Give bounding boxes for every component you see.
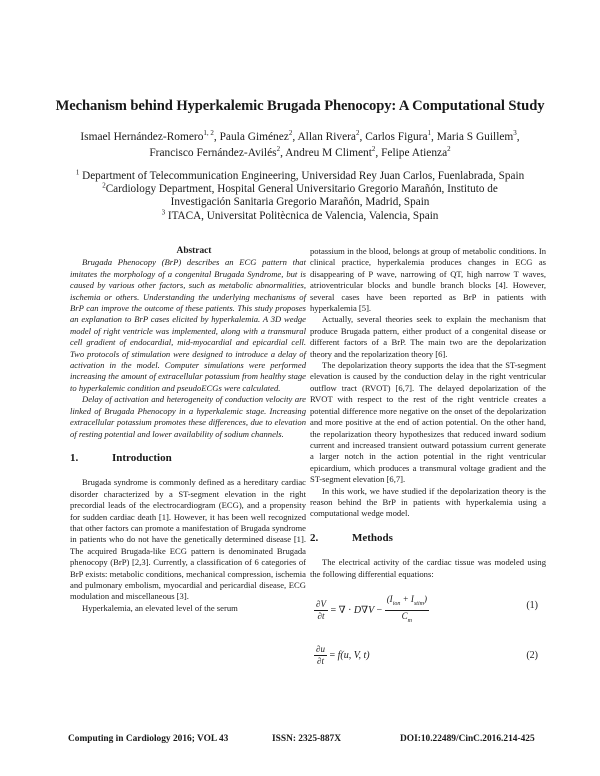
affiliation-3-text: ITACA, Universitat Politècnica de Valencia, Valencia, Spain bbox=[167, 209, 439, 222]
equation-1-number: (1) bbox=[526, 599, 538, 611]
author-affiliation-marker: 1, 2 bbox=[203, 129, 214, 138]
abstract-paragraph-1: Brugada Phenocopy (BrP) describes an ECG pattern that imitates the morphology of a congenital Brugada Syndrome, but is caused by various other factors, such as metabolic abnormalities, ischemia or others. Understanding the underlying mechanisms of BrP can improve the outcome of these patients. This study proposes an explanation to BrP cases elicited by hyperkalemia. A 3D wedge model of right ventricle was implemented, along with a transmural cell gradient of endocardial, mid-myocardial and epicardial cell. Two protocols of stimulation were designed to introduce a delay of activation in the model. Computer simulations were performed increasing the amount of extracellular potassium from healthy stage to hyperkalemic condition and pseudoECGs were calculated. bbox=[70, 257, 306, 393]
affiliation-2-cont bbox=[40, 196, 560, 209]
author-affiliation-marker: 2 bbox=[371, 145, 376, 154]
author-name: Andreu M Climent bbox=[285, 147, 372, 159]
methods-heading bbox=[310, 533, 546, 544]
affiliation-1-text: Department of Telecommunication Engineering, Universidad Rey Juan Carlos, Fuenlabrada, Spain bbox=[82, 170, 525, 182]
affiliations bbox=[40, 170, 560, 223]
abstract-heading: Abstract bbox=[176, 246, 212, 256]
intro-number: 1. bbox=[70, 451, 79, 464]
author-name: Francisco Fernández-Avilés bbox=[149, 147, 277, 159]
affiliation-3 bbox=[40, 207, 560, 223]
footer-issn: ISSN: 2325-887X bbox=[272, 734, 342, 744]
eq1-rhs-fraction: $\frac{(I_{ion} + I_{stim})}{C_m}$ bbox=[386, 593, 427, 624]
abstract-paragraph-2: Delay of activation and heterogeneity of conduction velocity are linked of Brugada Phenocopy in a hyperkalemic stage. Increasing extracellular potassium promotes these differences, due to elevation of resting potential and lower availability of sodium channels. bbox=[70, 394, 306, 439]
author-affiliation-marker: 2 bbox=[355, 129, 360, 138]
equation-1-body: $\frac{\partial V}{\partial t}$ = ∇ · D∇V − $\frac{(I_{ion} + I_{stim})}{C_m}$ bbox=[314, 594, 429, 627]
affiliation-2 bbox=[40, 183, 560, 196]
eq2-lhs-fraction: $\frac{\partial u}{\partial t}$ bbox=[316, 643, 325, 667]
author-name: Carlos Figura bbox=[365, 131, 428, 143]
methods-title: Methods bbox=[352, 531, 393, 544]
equation-2-body: $\frac{\partial u}{\partial t}$ = f(u, V, t) bbox=[316, 643, 370, 667]
methods-paragraph-1: The electrical activity of the cardiac tissue was modeled using the following differential equations: bbox=[310, 557, 546, 579]
footer-doi: DOI:10.22489/CinC.2016.214-425 bbox=[400, 734, 535, 744]
author-affiliation-marker: 2 bbox=[288, 129, 293, 138]
affiliation-2-text-line1: Cardiology Department, Hospital General Universitario Gregorio Marañón, Instituto de bbox=[105, 183, 498, 196]
right-column bbox=[310, 246, 546, 676]
intro-paragraph-1: Brugada syndrome is commonly defined as a hereditary cardiac disorder characterized by a ST-segment elevation in the right precordial leads of the electrocardiogram (ECG), and a propensity for sudden cardiac death [1]. However, it has been well recognized that other factors can promote a manifestation of Brugada syndrome in patients who do not have the genetically determined disease [1]. The acquired Brugada-like ECG pattern is denominated Brugada phenocopy (BrP) [2,3]. Currently, a classification of 6 categories of BrP exists: metabolic conditions, mechanical compression, ischemia and pulmonary embolism, myocardial and pericardial disease, ECG modulation and miscellaneous [3]. bbox=[70, 477, 306, 602]
author-affiliation-marker: 1 bbox=[427, 129, 432, 138]
right-paragraph-2: The depolarization theory supports the idea that the ST-segment elevation is caused by the conduction delay in the right ventricular outflow tract (RVOT) [6,7]. The delayed depolarization of the RVOT with respect to the rest of the right ventricle creates a potential difference more negative on the onset of the depolarization and more positive at the end of action potential. On the other hand, the repolarization theory hypothesizes that reduced inward sodium current and increased transient outward potassium current generate a larger notch in the action potential in the right ventricular epicardium, which produces a transmural voltage gradient and the ST-segment elevation [6,7]. bbox=[310, 360, 546, 485]
footer-journal: Computing in Cardiology 2016; VOL 43 bbox=[68, 734, 229, 744]
author-list bbox=[40, 129, 560, 161]
intro-heading bbox=[70, 453, 306, 464]
equation-2-number: (2) bbox=[526, 649, 538, 661]
affiliation-2-text-line2: Investigación Sanitaria Gregorio Marañón, Madrid, Spain bbox=[170, 196, 430, 209]
intro-title: Introduction bbox=[112, 451, 172, 464]
author-affiliation-marker: 2 bbox=[447, 145, 451, 154]
author-name: Allan Rivera bbox=[297, 131, 356, 143]
author-name: Felipe Atienza bbox=[381, 147, 448, 159]
author-name: Maria S Guillem bbox=[436, 131, 514, 143]
abstract-section bbox=[70, 246, 306, 440]
right-paragraph-1: Actually, several theories seek to explain the mechanism that produce Brugada pattern, either product of a congenital disease or different factors of a BrP. The main two are the depolarization theory and the repolarization theory [6]. bbox=[310, 314, 546, 359]
right-paragraph-3: In this work, we have studied if the depolarization theory is the reason behind the BrP in patients with hyperkalemia using a computational wedge model. bbox=[310, 485, 546, 519]
author-name: Ismael Hernández-Romero bbox=[80, 131, 204, 143]
author-line-2: Francisco Fernández-Avilés$^2$, Andreu M Climent$^2$, Felipe Atienza$^2$ bbox=[149, 145, 451, 159]
affiliation-3-marker: 3 bbox=[161, 207, 166, 216]
right-paragraph-0: potassium in the blood, belongs at group of metabolic conditions. In clinical practice, hyperkalemia produces changes in ECG as disappearing of P wave, narrowing of QT, high narrow T waves, atrioventricular blocks and bundle branch blocks [4]. However, several cases have been reported as BrP in patients with hyperkalemia [5]. bbox=[310, 246, 546, 314]
left-column bbox=[70, 246, 306, 614]
author-line-1: Ismael Hernández-Romero$^{1, 2}$, Paula Giménez$^2$, Allan Rivera$^2$, Carlos Figura$^1$, Maria S Guillem$^3$, bbox=[80, 129, 520, 143]
affiliation-2-marker: 2 bbox=[102, 181, 106, 190]
equation-2 bbox=[310, 638, 546, 676]
intro-paragraph-2: Hyperkalemia, an elevated level of the serum bbox=[82, 602, 238, 613]
affiliation-1-marker: 1 bbox=[75, 168, 80, 177]
paper-title: Mechanism behind Hyperkalemic Brugada Phenocopy: A Computational Study bbox=[55, 98, 545, 114]
author-name: Paula Giménez bbox=[219, 131, 289, 143]
author-affiliation-marker: 3 bbox=[513, 129, 517, 138]
methods-number: 2. bbox=[310, 531, 319, 544]
eq1-lhs-fraction: $\frac{\partial V}{\partial t}$ bbox=[316, 598, 326, 622]
author-affiliation-marker: 2 bbox=[276, 145, 281, 154]
affiliation-1 bbox=[40, 170, 560, 183]
equation-1 bbox=[310, 588, 546, 626]
